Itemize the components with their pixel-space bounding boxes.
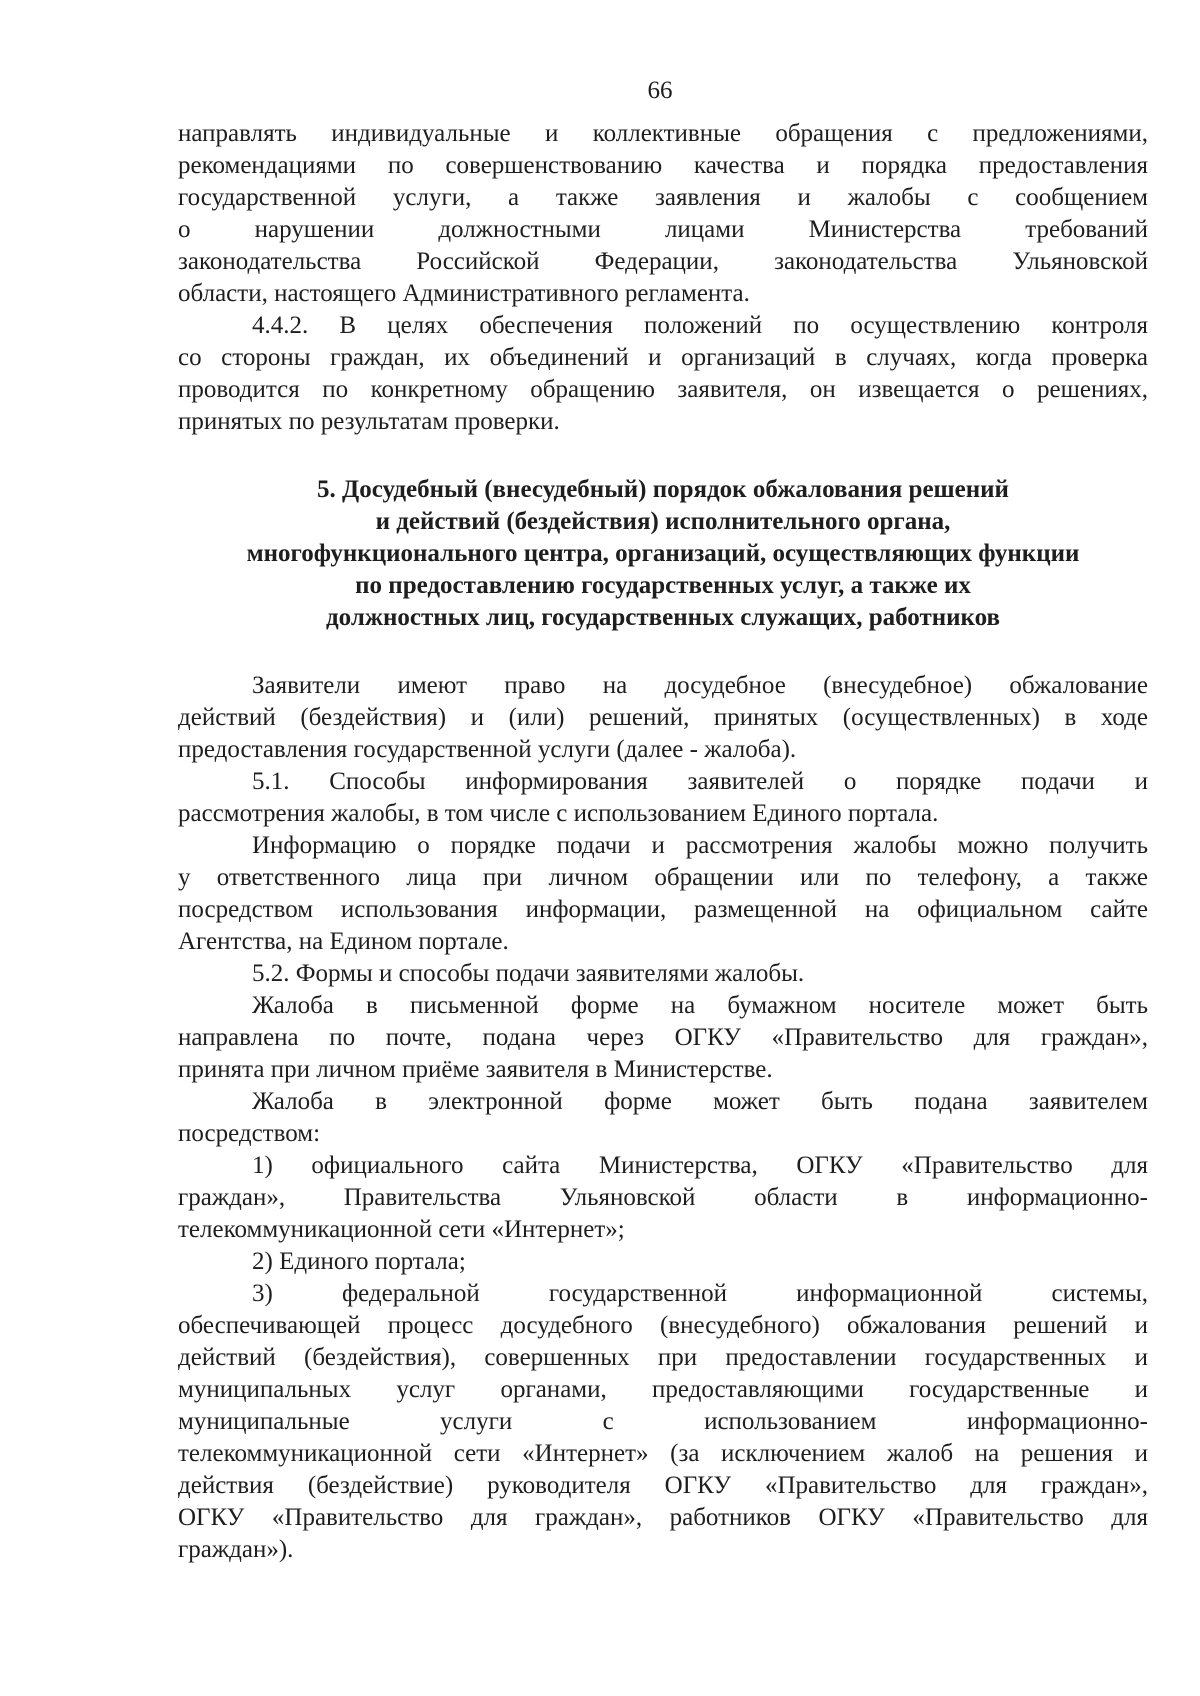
text-line: 1) официального сайта Министерства, ОГКУ «Правительство для [252,1152,1148,1179]
text-line: действия (бездействие) руководителя ОГКУ «Правительство для граждан», [178,1472,1148,1499]
paragraph-appeal-rights [178,118,1148,310]
text-line: 2) Единого портала; [252,1248,466,1275]
text-line: действий (бездействия) и (или) решений, принятых (осуществленных) в ходе [178,704,1148,731]
text-line: принята при личном приёме заявителя в Министерстве. [178,1056,773,1083]
text-line: области, настоящего Административного регламента. [178,280,750,307]
text-line: рассмотрения жалобы, в том числе с использованием Единого портала. [178,800,939,827]
text-line: принятых по результатам проверки. [178,408,560,435]
list-item-3 [178,1278,1148,1566]
text-line: со стороны граждан, их объединений и организаций в случаях, когда проверка [178,344,1148,371]
paragraph-paper-complaint [178,990,1148,1086]
heading-line: 5. Досудебный (внесудебный) порядок обжалования решений [317,476,1009,503]
text-line: 5.1. Способы информирования заявителей о порядке подачи и [252,768,1148,795]
text-line: Заявители имеют право на досудебное (внесудебное) обжалование [252,672,1148,699]
text-line: телекоммуникационной сети «Интернет» (за исключением жалоб на решения и [178,1440,1148,1467]
paragraph-5-2 [178,958,1148,990]
text-line: о нарушении должностными лицами Министерства требований [178,216,1148,243]
text-line: ОГКУ «Правительство для граждан», работников ОГКУ «Правительство для [178,1504,1148,1531]
text-line: посредством: [178,1120,321,1147]
text-line: обеспечивающей процесс досудебного (внесудебного) обжалования решений и [178,1312,1148,1339]
text-line: 4.4.2. В целях обеспечения положений по осуществлению контроля [252,312,1148,339]
text-line: Информацию о порядке подачи и рассмотрения жалобы можно получить [252,832,1148,859]
text-line: Агентства, на Едином портале. [178,928,509,955]
heading-line: и действий (бездействия) исполнительного органа, [375,508,951,535]
text-line: граждан», Правительства Ульяновской области в информационно- [178,1184,1148,1211]
text-line: муниципальные услуги с использованием информационно- [178,1408,1148,1435]
text-line: государственной услуги, а также заявления и жалобы с сообщением [178,184,1148,211]
text-line: рекомендациями по совершенствованию качества и порядка предоставления [178,152,1148,179]
text-line: посредством использования информации, размещенной на официальном сайте [178,896,1148,923]
text-line: законодательства Российской Федерации, законодательства Ульяновской [178,248,1148,275]
text-line: телекоммуникационной сети «Интернет»; [178,1216,625,1243]
text-line: муниципальных услуг органами, предоставляющими государственные и [178,1376,1148,1403]
text-line: у ответственного лица при личном обращении или по телефону, а также [178,864,1148,891]
paragraph-complaint-right [178,670,1148,766]
paragraph-information [178,830,1148,958]
heading-line: по предоставлению государственных услуг, а также их [355,572,971,599]
text-line: Жалоба в письменной форме на бумажном носителе может быть [252,992,1148,1019]
text-line: 3) федеральной государственной информационной системы, [252,1280,1148,1307]
document-body [178,118,1148,1566]
text-line: действий (бездействия), совершенных при предоставлении государственных и [178,1344,1148,1371]
text-line: Жалоба в электронной форме может быть подана заявителем [252,1088,1148,1115]
text-line: направлена по почте, подана через ОГКУ «Правительство для граждан», [178,1024,1148,1051]
text-line: предоставления государственной услуги (далее - жалоба). [178,736,797,763]
list-item-1 [178,1150,1148,1246]
heading-line: должностных лиц, государственных служащих, работников [326,604,1000,631]
paragraph-electronic-complaint [178,1086,1148,1150]
list-item-2 [178,1246,1148,1278]
heading-line: многофункционального центра, организаций, осуществляющих функции [246,540,1080,567]
text-line: проводится по конкретному обращению заявителя, он извещается о решениях, [178,376,1148,403]
page-number: 66 [647,77,673,104]
text-line: направлять индивидуальные и коллективные обращения с предложениями, [178,120,1148,147]
paragraph-4-4-2 [178,310,1148,438]
text-line: граждан»). [178,1536,294,1563]
paragraph-5-1 [178,766,1148,830]
section-5-heading [178,474,1148,634]
text-line: 5.2. Формы и способы подачи заявителями жалобы. [252,960,805,987]
